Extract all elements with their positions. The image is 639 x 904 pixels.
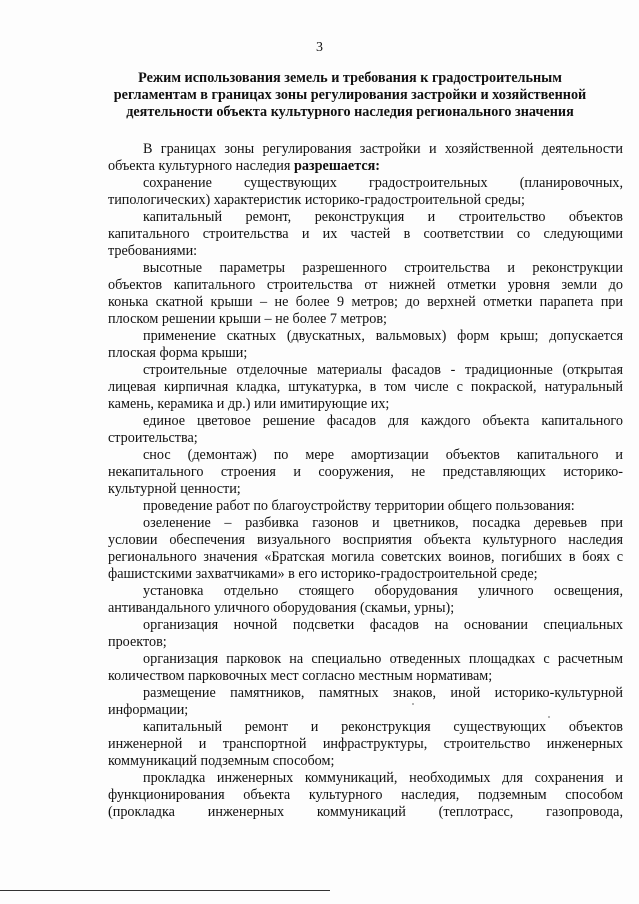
- footer-rule: [0, 890, 330, 891]
- paragraph: [108, 328, 623, 362]
- paragraph: [108, 498, 623, 515]
- paragraph: [108, 515, 623, 583]
- text-line: озеленение – разбивка газонов и цветников, посадка деревьев при: [143, 515, 623, 531]
- text-line: регионального значения «Братская могила советских воинов, погибших в боях с: [108, 549, 623, 565]
- text-line: применение скатных (двускатных, вальмовых) форм крыш; допускается: [143, 328, 623, 344]
- bold-text: разрешается:: [293, 158, 381, 174]
- paragraph: [108, 685, 623, 719]
- text-line: коммуникаций подземным способом;: [108, 753, 335, 769]
- text-line: [108, 158, 623, 175]
- section-title-line: деятельности объекта культурного наследия регионального значения: [126, 104, 574, 120]
- text-line: требованиями:: [108, 243, 198, 259]
- text-line: высотные параметры разрешенного строительства и реконструкции: [143, 260, 623, 276]
- scan-speck: [412, 703, 414, 705]
- text-line: культурной ценности;: [108, 481, 241, 497]
- section-title-line: регламентам в границах зоны регулирования застройки и хозяйственной: [113, 87, 587, 103]
- text-line: снос (демонтаж) по мере амортизации объектов капитального и: [143, 447, 623, 463]
- text-line: условии обеспечения визуального восприятия объекта культурного наследия: [108, 532, 623, 548]
- text-line: сохранение существующих градостроительных (планировочных,: [143, 175, 623, 191]
- text-line: В границах зоны регулирования застройки и хозяйственной деятельности: [143, 141, 623, 157]
- paragraph: [108, 617, 623, 651]
- paragraph: [108, 719, 623, 770]
- text-line: проведение работ по благоустройству территории общего пользования:: [143, 498, 575, 514]
- text-line: фашистскими захватчиками» в его историко-градостроительной среде;: [108, 566, 538, 582]
- text-line: капитального строительства и их частей в соответствии со следующими: [108, 226, 623, 242]
- text-line: лицевая кирпичная кладка, штукатурка, в том числе с покраской, натуральный: [108, 379, 623, 395]
- text-line: функционирования объекта культурного наследия, подземным способом: [108, 787, 623, 803]
- text-line: камень, керамика и др.) или имитирующие их;: [108, 396, 390, 412]
- text-line: плоском решении крыши – не более 7 метров;: [108, 311, 387, 327]
- text-line: строительства;: [108, 430, 198, 446]
- text-line: инженерной и транспортной инфраструктуры, строительство инженерных: [108, 736, 623, 752]
- page-number: 3: [316, 40, 323, 55]
- text-line: информации;: [108, 702, 189, 718]
- paragraph: [108, 413, 623, 447]
- paragraph: [108, 651, 623, 685]
- text-line: типологических) характеристик историко-градостроительной среды;: [108, 192, 525, 208]
- text-line: проектов;: [108, 634, 167, 650]
- paragraph: [108, 175, 623, 209]
- text-line: организация парковок на специально отведенных площадках с расчетным: [143, 651, 623, 667]
- text-line: (прокладка инженерных коммуникаций (теплотрасс, газопровода,: [108, 804, 623, 820]
- scan-speck: [548, 716, 550, 718]
- text-fragment: объекта культурного наследия: [108, 158, 294, 174]
- text-line: конька скатной крыши – не более 9 метров; до верхней отметки парапета при: [108, 294, 623, 310]
- paragraph: [108, 770, 623, 821]
- text-line: строительные отделочные материалы фасадов - традиционные (открытая: [143, 362, 623, 378]
- document-body: [108, 141, 623, 821]
- text-line: организация ночной подсветки фасадов на основании специальных: [143, 617, 623, 633]
- section-title-line: Режим использования земель и требования к градостроительным: [138, 70, 562, 86]
- text-line: капитальный ремонт и реконструкция существующих объектов: [143, 719, 623, 735]
- text-line: объектов капитального строительства от нижней отметки уровня земли до: [108, 277, 623, 293]
- paragraph: [108, 362, 623, 413]
- text-line: капитальный ремонт, реконструкция и строительство объектов: [143, 209, 623, 225]
- text-line: единое цветовое решение фасадов для каждого объекта капитального: [143, 413, 623, 429]
- text-line: количеством парковочных мест согласно местным нормативам;: [108, 668, 493, 684]
- paragraph: [108, 260, 623, 328]
- text-line: установка отдельно стоящего оборудования уличного освещения,: [143, 583, 623, 599]
- section-title: [100, 70, 600, 121]
- text-line: плоская форма крыши;: [108, 345, 248, 361]
- paragraph: [108, 209, 623, 260]
- text-line: прокладка инженерных коммуникаций, необходимых для сохранения и: [143, 770, 623, 786]
- text-line: размещение памятников, памятных знаков, иной историко-культурной: [143, 685, 623, 701]
- paragraph: [108, 141, 623, 175]
- paragraph: [108, 583, 623, 617]
- text-line: антивандального уличного оборудования (скамьи, урны);: [108, 600, 455, 616]
- paragraph: [108, 447, 623, 498]
- text-line: некапитального строения и сооружения, не представляющих историко-: [108, 464, 623, 480]
